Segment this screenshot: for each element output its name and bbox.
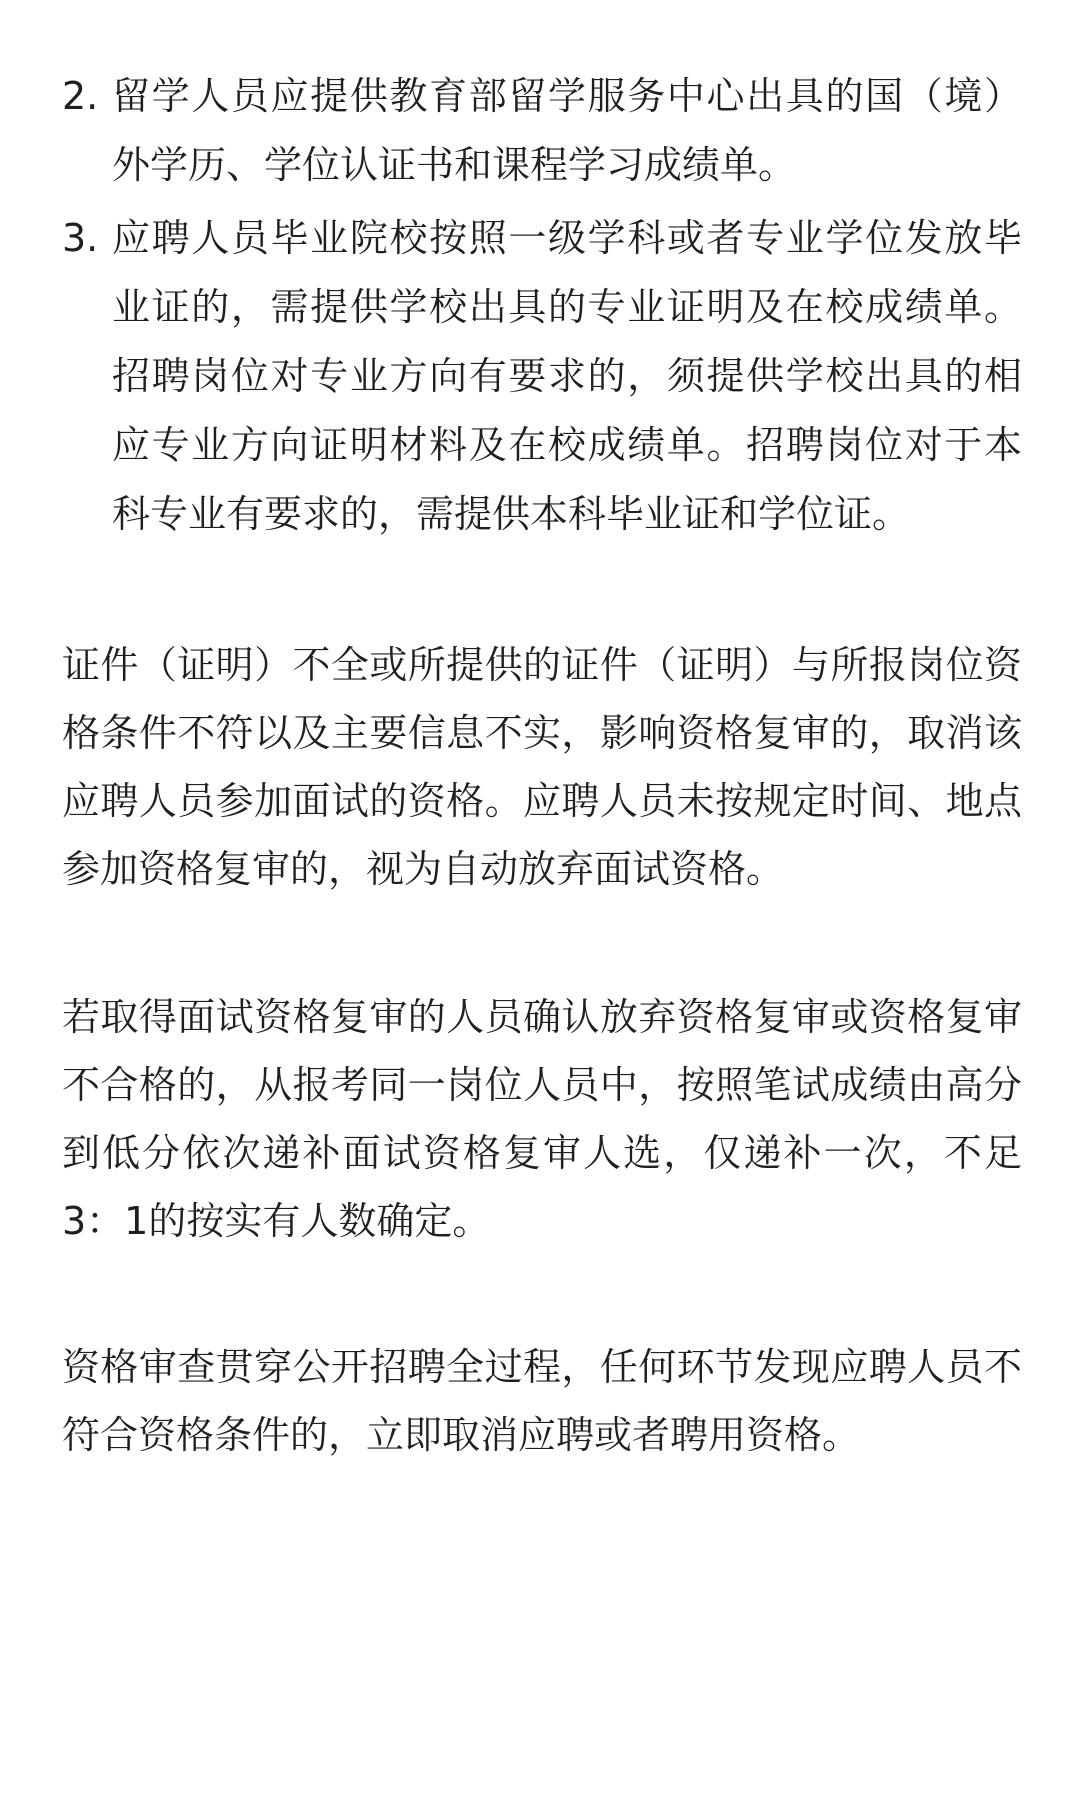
list-item-number: 2. <box>62 74 99 118</box>
list-item-text: 留学人员应提供教育部留学服务中心出具的国（境）外学历、学位认证书和课程学习成绩单。 <box>112 74 1022 187</box>
list-item-3 <box>62 204 1022 549</box>
list-item-number: 3. <box>62 216 99 260</box>
paragraph-replacement-rule: 若取得面试资格复审的人员确认放弃资格复审或资格复审不合格的，从报考同一岗位人员中，按照笔试成绩由高分到低分依次递补面试资格复审人选，仅递补一次，不足3：1的按实有人数确定。 <box>62 995 1022 1243</box>
paragraph-qualification-review: 资格审查贯穿公开招聘全过程，任何环节发现应聘人员不符合资格条件的，立即取消应聘或者聘用资格。 <box>62 1345 1022 1457</box>
numbered-list <box>62 62 1022 549</box>
list-item-text: 应聘人员毕业院校按照一级学科或者专业学位发放毕业证的，需提供学校出具的专业证明及在校成绩单。招聘岗位对专业方向有要求的，须提供学校出具的相应专业方向证明材料及在校成绩单。招聘岗位对于本科专业有要求的，需提供本科毕业证和学位证。 <box>112 216 1022 536</box>
paragraph-invalid-documents: 证件（证明）不全或所提供的证件（证明）与所报岗位资格条件不符以及主要信息不实，影响资格复审的，取消该应聘人员参加面试的资格。应聘人员未按规定时间、地点参加资格复审的，视为自动放弃面试资格。 <box>62 643 1022 891</box>
list-item-2 <box>62 62 1022 200</box>
